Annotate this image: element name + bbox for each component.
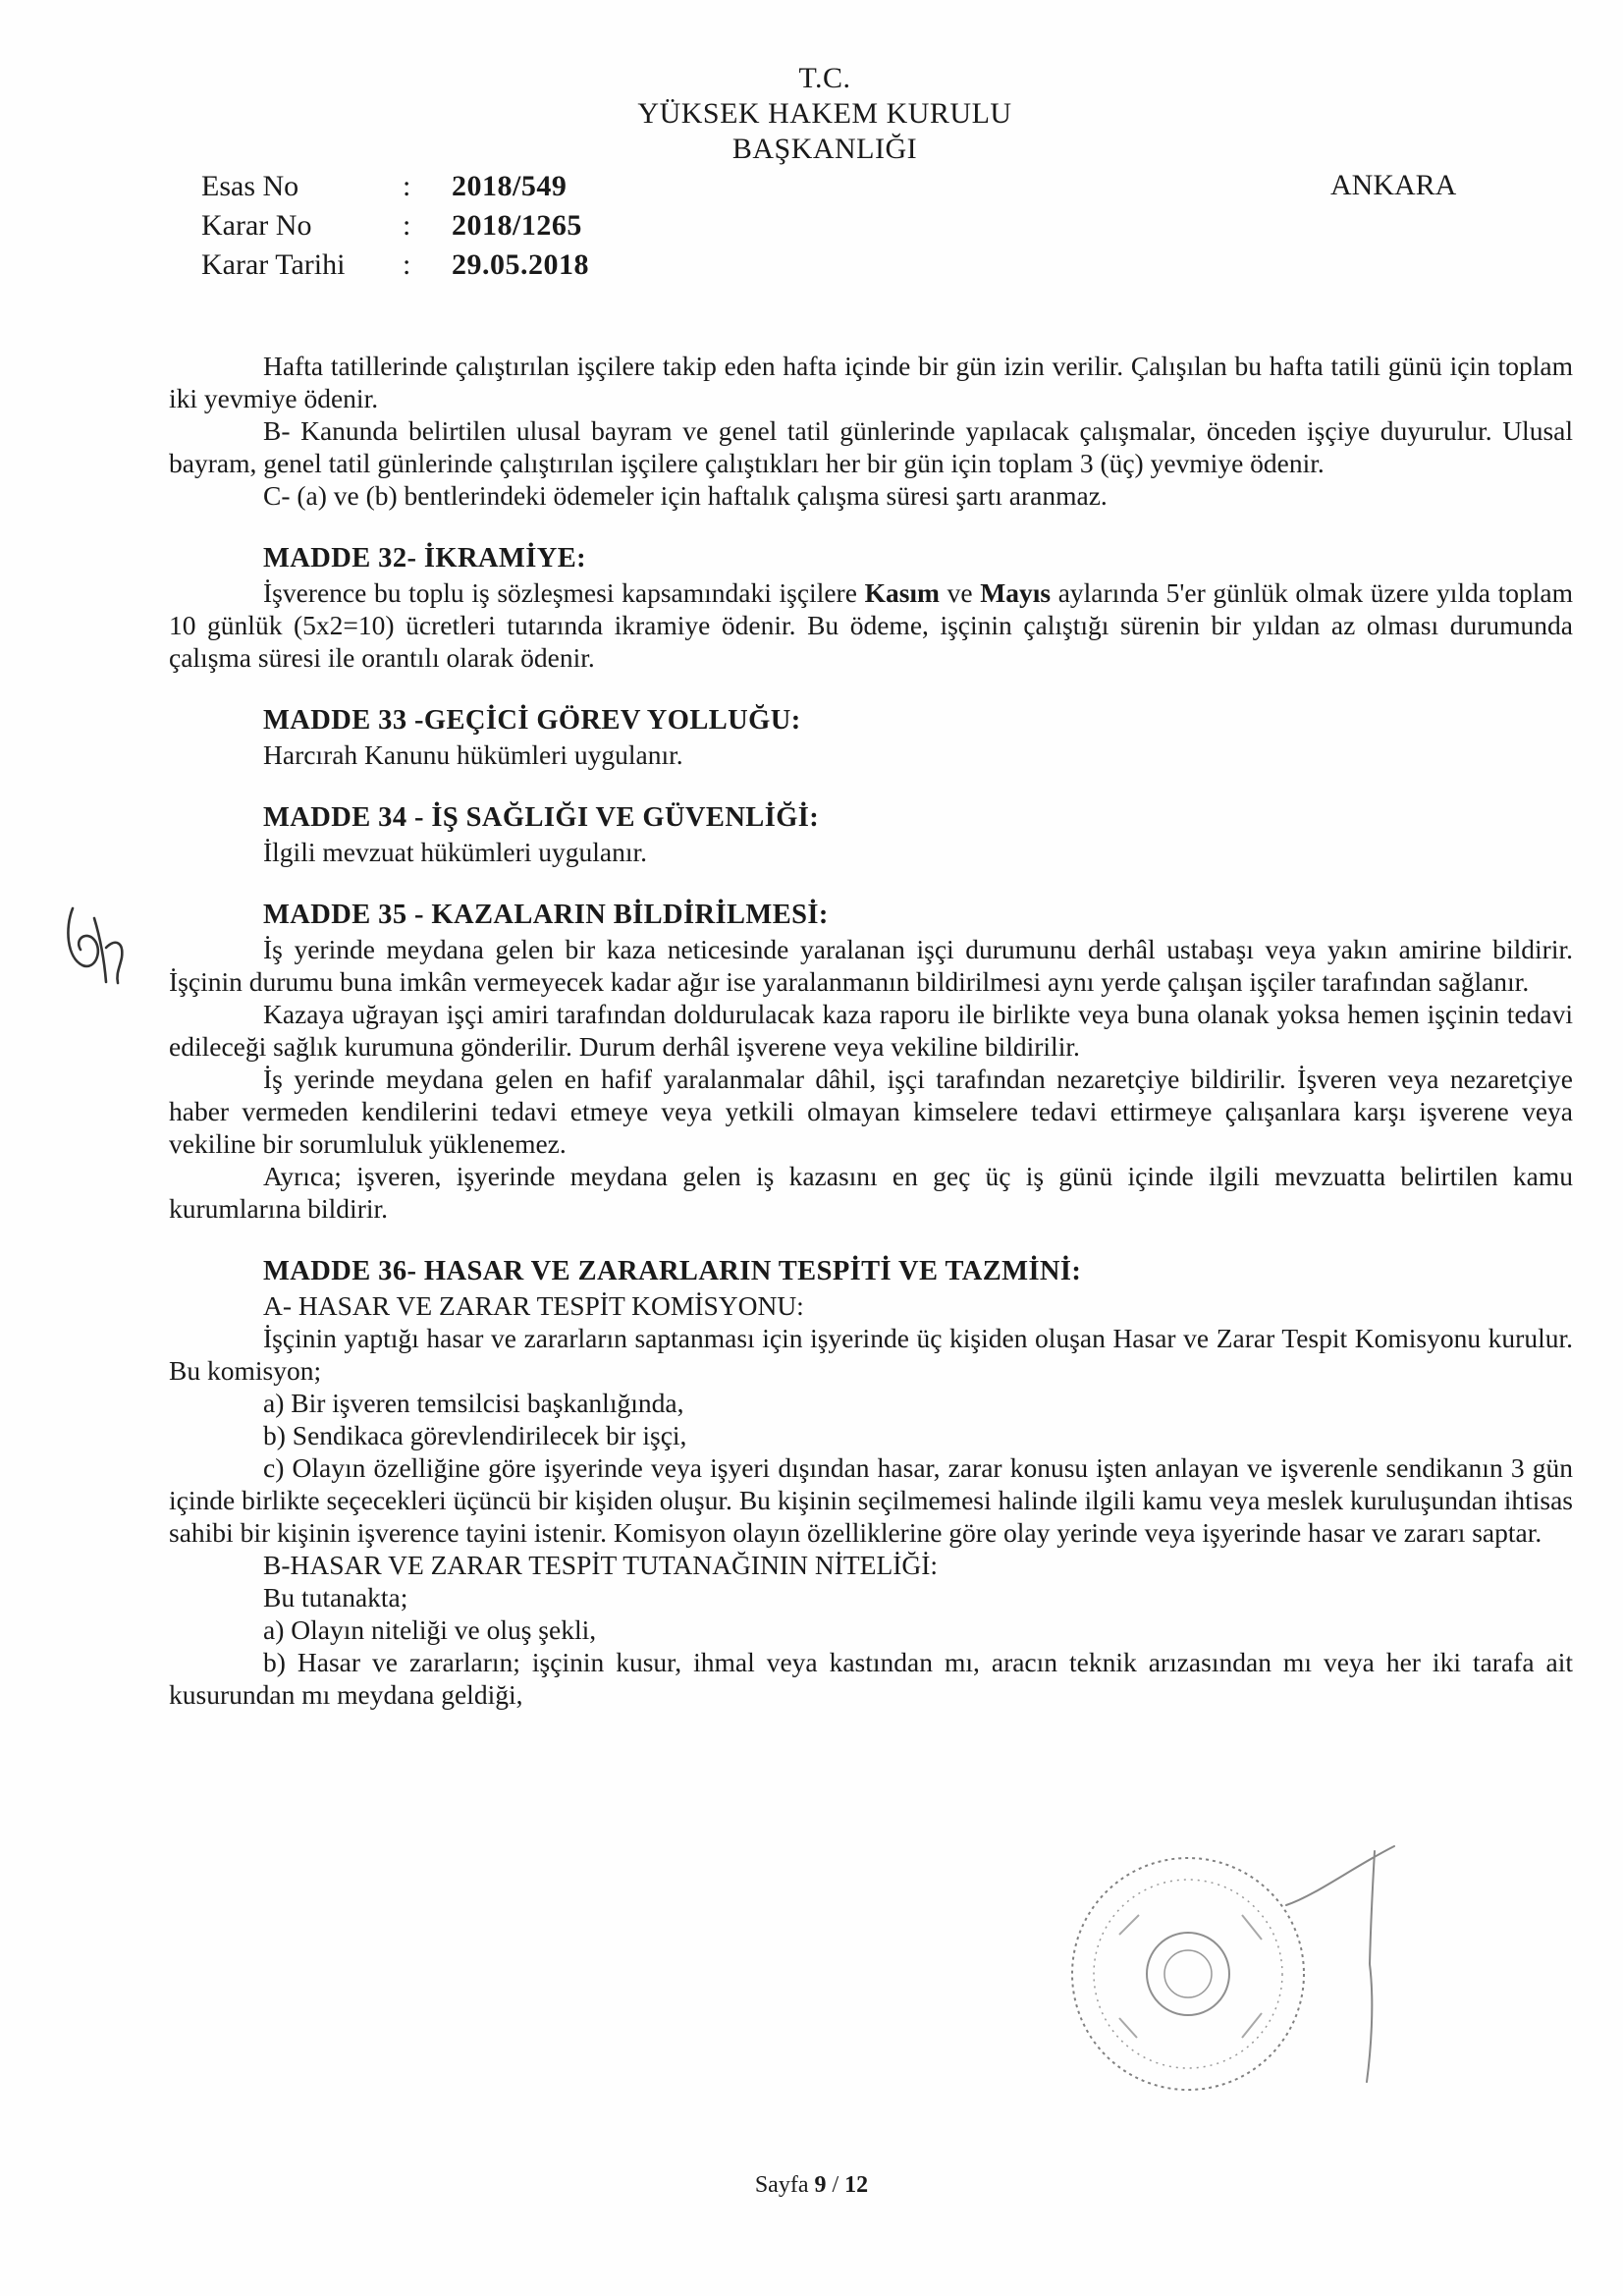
list-item-ib: b) Hasar ve zararların; işçinin kusur, ihmal veya kastından mı, aracın teknik arızasından mı veya her iki tarafa ait kusurundan mı meydana geldiği, (169, 1647, 1573, 1710)
article-35-paragraph-2: Kazaya uğrayan işçi amiri tarafından doldurulacak kaza raporu ile birlikte veya buna olanak yoksa hemen işçinin tedavi edileceği sağlık kurumuna gönderilir. Durum derhâl işverene veya vekiline bildirilir. (169, 999, 1573, 1062)
page-separator: / (832, 2172, 839, 2198)
header-city: ANKARA (1330, 169, 1457, 201)
article-36-paragraph-2: Bu tutanakta; (263, 1582, 408, 1613)
meta-row-karar (201, 206, 589, 246)
handwritten-initials (45, 889, 153, 997)
meta-row-esas (201, 167, 589, 206)
month-kasim: Kasım (864, 577, 940, 608)
article-36-subtitle-b: B-HASAR VE ZARAR TESPİT TUTANAĞININ NİTELİĞİ: (263, 1550, 939, 1580)
list-item-a: a) Bir işveren temsilcisi başkanlığında, (263, 1388, 684, 1418)
article-34-paragraph: İlgili mevzuat hükümleri uygulanır. (263, 837, 648, 867)
article-33-title: MADDE 33 -GEÇİCİ GÖREV YOLLUĞU: (263, 705, 801, 736)
list-item-ia: a) Olayın niteliği ve oluş şekli, (263, 1614, 597, 1645)
intro-paragraph-2: B- Kanunda belirtilen ulusal bayram ve genel tatil günlerinde yapılacak çalışmalar, önceden işçiye duyurulur. Ulusal bayram, genel tatil günlerinde çalıştırılan işçilere çalıştıkları her bir gün için toplam 3 (üç) yevmiye ödenir. (169, 415, 1573, 478)
tarih-value: 29.05.2018 (452, 248, 589, 281)
month-mayis: Mayıs (980, 577, 1052, 608)
karar-label: Karar No (201, 209, 312, 242)
meta-row-tarih (201, 246, 589, 285)
meta-colon: : (403, 170, 411, 202)
article-35-paragraph-3: İş yerinde meydana gelen en hafif yaralanmalar dâhil, işçi tarafından nezaretçiye bildirilir. İşveren veya nezaretçiye haber vermeden kendilerini tedavi etmeye veya yetkili olmayan kimselere tedavi ettirmeye çalışanlara karşı işverene veya vekiline bir sorumluluk yüklenemez. (169, 1064, 1573, 1159)
article-36-paragraph-1: İşçinin yaptığı hasar ve zararların saptanması için işyerinde üç kişiden oluşan Hasar ve Zarar Tespit Komisyonu kurulur. Bu komisyon; (169, 1323, 1573, 1386)
meta-colon: : (403, 209, 411, 242)
list-item-c: c) Olayın özelliğine göre işyerinde veya işyeri dışından hasar, zarar konusu işten anlayan ve işverenle sendikanın 3 gün içinde birlikte seçecekleri üçüncü bir kişiden oluşur. Bu kişinin seçilmemesi halinde ilgili kamu veya meslek kuruluşundan ihtisas sahibi bir kişinin işverence tayini istenir. Komisyon olayın özelliklerine göre olay yerinde veya işyerinde hasar ve zararı saptar. (169, 1452, 1573, 1548)
article-35-paragraph-1: İş yerinde meydana gelen bir kaza neticesinde yaralanan işçi durumunu derhâl ustabaşı veya yakın amirine bildirir. İşçinin durumu buna imkân vermeyecek kadar ağır ise yaralanmanın bildirilmesi aynı yerde çalışan işçiler tarafından sağlanır. (169, 934, 1573, 997)
esas-label: Esas No (201, 170, 299, 202)
article-32-paragraph: İşverence bu toplu iş sözleşmesi kapsamındaki işçilere Kasım ve Mayıs aylarında 5'er günlük olmak üzere yılda toplam 10 günlük (5x2=10) ücretleri tutarında ikramiye ödenir. Bu ödeme, işçinin çalıştığı sürenin bir yıldan az olması durumunda çalışma süresi ile orantılı olarak ödenir. (169, 577, 1574, 673)
page-current: 9 (814, 2172, 827, 2198)
document-header (550, 61, 1100, 167)
esas-value: 2018/549 (452, 170, 568, 202)
page-label: Sayfa (754, 2172, 809, 2198)
header-line-tc: T.C. (798, 62, 851, 94)
article-34-title: MADDE 34 - İŞ SAĞLIĞI VE GÜVENLİĞİ: (263, 802, 820, 833)
header-line-institution: YÜKSEK HAKEM KURULU (637, 97, 1012, 130)
signature-squiggle (1276, 1827, 1424, 2102)
header-line-office: BAŞKANLIĞI (731, 133, 918, 165)
intro-paragraph-1: Hafta tatillerinde çalıştırılan işçilere takip eden hafta içinde bir gün izin verilir. Çalışılan bu hafta tatili günü için toplam iki yevmiye ödenir. (169, 351, 1573, 413)
intro-paragraph-3: C- (a) ve (b) bentlerindeki ödemeler için haftalık çalışma süresi şartı aranmaz. (263, 480, 1108, 511)
article-36-subtitle-a: A- HASAR VE ZARAR TESPİT KOMİSYONU: (263, 1290, 804, 1321)
case-metadata (201, 167, 589, 285)
article-35-title: MADDE 35 - KAZALARIN BİLDİRİLMESİ: (263, 900, 829, 930)
document-body (169, 350, 1573, 1711)
page-number (0, 2172, 1623, 2199)
article-35-paragraph-4: Ayrıca; işveren, işyerinde meydana gelen iş kazasını en geç üç iş günü içinde ilgili mevzuatta belirtilen kamu kurumlarına bildirir. (169, 1161, 1573, 1224)
page-total: 12 (844, 2172, 869, 2198)
meta-colon: : (403, 248, 411, 281)
article-36-title: MADDE 36- HASAR VE ZARARLARIN TESPİTİ VE TAZMİNİ: (263, 1256, 1082, 1286)
article-32-title: MADDE 32- İKRAMİYE: (263, 543, 586, 574)
list-item-b: b) Sendikaca görevlendirilecek bir işçi, (263, 1420, 687, 1450)
tarih-label: Karar Tarihi (201, 248, 346, 281)
article-33-paragraph: Harcırah Kanunu hükümleri uygulanır. (263, 739, 683, 770)
karar-value: 2018/1265 (452, 209, 582, 242)
